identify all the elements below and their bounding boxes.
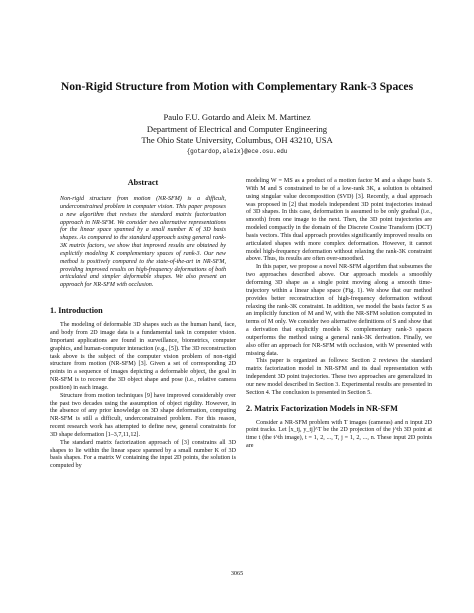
author-names: Paulo F.U. Gotardo and Aleix M. Martinez — [163, 112, 311, 122]
intro-paragraph-1: The modeling of deformable 3D shapes such as the human hand, face, and body from 2D image data is a fundamental task in computer vision. Important applications are found in surveillance, biometrics, computer graphics, and human-computer interaction (e.g., [5]). The 3D reconstruction task above is the subject of the computer vision problem of non-rigid structure from motion (NR-SFM) [3]. Given a set of corresponding 2D points in a sequence of images depicting a deformable object, the goal in NR-SFM is to recover the 3D object shape and pose (i.e., relative camera position) in each image. — [50, 322, 236, 391]
right-column — [246, 178, 432, 451]
intro-paragraph-3: The standard matrix factorization approach of [3] constrains all 3D shapes to lie within the linear space spanned by a small number K of 3D basis shapes. For a matrix W containing the input 2D points, the solution is computed by — [50, 439, 236, 470]
affiliation-university: The Ohio State University, Columbus, OH 43210, USA — [141, 135, 333, 146]
paper-title: Non-Rigid Structure from Motion with Complementary Rank-3 Spaces — [60, 80, 414, 93]
abstract-heading: Abstract — [127, 178, 159, 187]
affiliation-department: Department of Electrical and Computer Engineering — [146, 123, 328, 134]
author-email: {gotardop,aleix}@ece.osu.edu — [186, 147, 288, 155]
abstract-text: Non-rigid structure from motion (NR-SFM) is a difficult, underconstrained problem in computer vision. This paper proposes a new algorithm that revises the standard matrix factorization approach in NR-SFM. We consider two alternative representations for the linear space spanned by a small number K of 3D basis shapes. As compared to the standard approach using general rank-3K matrix factors, we show that improved results are obtained by explicitly modeling K complementary spaces of rank-3. Our new method is positively compared to the state-of-the-art in NR-SFM, providing improved results on high-frequency deformations of both articulated and simpler deformable shapes. We also present an approach for NR-SFM with occlusion. — [60, 196, 226, 289]
section-2-paragraph-1: Consider a NR-SFM problem with T images (cameras) and n input 2D point tracks. Let [x_tj, y_tj]^T be the 2D projection of the j^th 3D point at time t (the t^th image), t = 1, 2, ..., T, j = 1, 2, ..., n. These input 2D points are — [246, 419, 432, 450]
intro-paragraph-2: Structure from motion techniques [9] have improved considerably over the past two decades using the assumption of object rigidity. However, in the absence of any prior knowledge on 3D shape deformation, computing NR-SFM is still a difficult, underconstrained problem. For this reason, recent research work has attempted to define new, general constraints for 3D shape deformation [1–3,7,11,12]. — [50, 392, 236, 438]
section-2-heading: 2. Matrix Factorization Models in NR-SFM — [246, 403, 398, 413]
right-paragraph-2: In this paper, we propose a novel NR-SFM algorithm that subsumes the two approaches described above. Our approach models a smoothly deforming 3D shape as a single point moving along a smooth time-trajectory within a linear shape space (Fig. 1). We show that our method provides better reconstruction of high-frequency deformation without relaxing the rank-3K constraint. In addition, we model the basis factor S as an implicitly function of M and W, with the NR-SFM solution computed in terms of M only. We consider two alternative definitions of S and show that a derivation that explicitly models K complementary rank-3 spaces outperforms the method using a general rank-3K derivation. Finally, we also offer an approach for NR-SFM with occlusion, with W presented with missing data. — [246, 264, 432, 357]
right-paragraph-3: This paper is organized as follows: Section 2 reviews the standard matrix factorization model in NR-SFM and its dual representation with independent 3D point trajectories. These two approaches are generalized in our new model described in Section 3. Experimental results are presented in Section 4. The conclusion is presented in Section 5. — [246, 358, 432, 396]
page-number: 3065 — [230, 570, 244, 577]
section-1-heading: 1. Introduction — [50, 306, 103, 316]
author-block — [0, 112, 474, 157]
left-column — [50, 178, 236, 471]
right-paragraph-1: modeling W = MS as a product of a motion factor M and a shape basis S. With M and S constrained to be of a low-rank 3K, a solution is obtained using singular value decomposition (SVD) [3]. Recently, a dual approach was proposed in [2] that models independent 3D point trajectories instead of 3D shapes. In this case, deformation is assumed to be only gradual (i.e., smooth) from one image to the next. Then, the 3D point trajectories are modeled compactly in the domain of the Discrete Cosine Transform (DCT) basis vectors. This dual approach provides significantly improved results on articulated shapes with more complex deformation. However, it cannot model high-frequency deformation without relaxing the rank-3K constraint above. Thus, its results are often over-smoothed. — [246, 178, 432, 263]
